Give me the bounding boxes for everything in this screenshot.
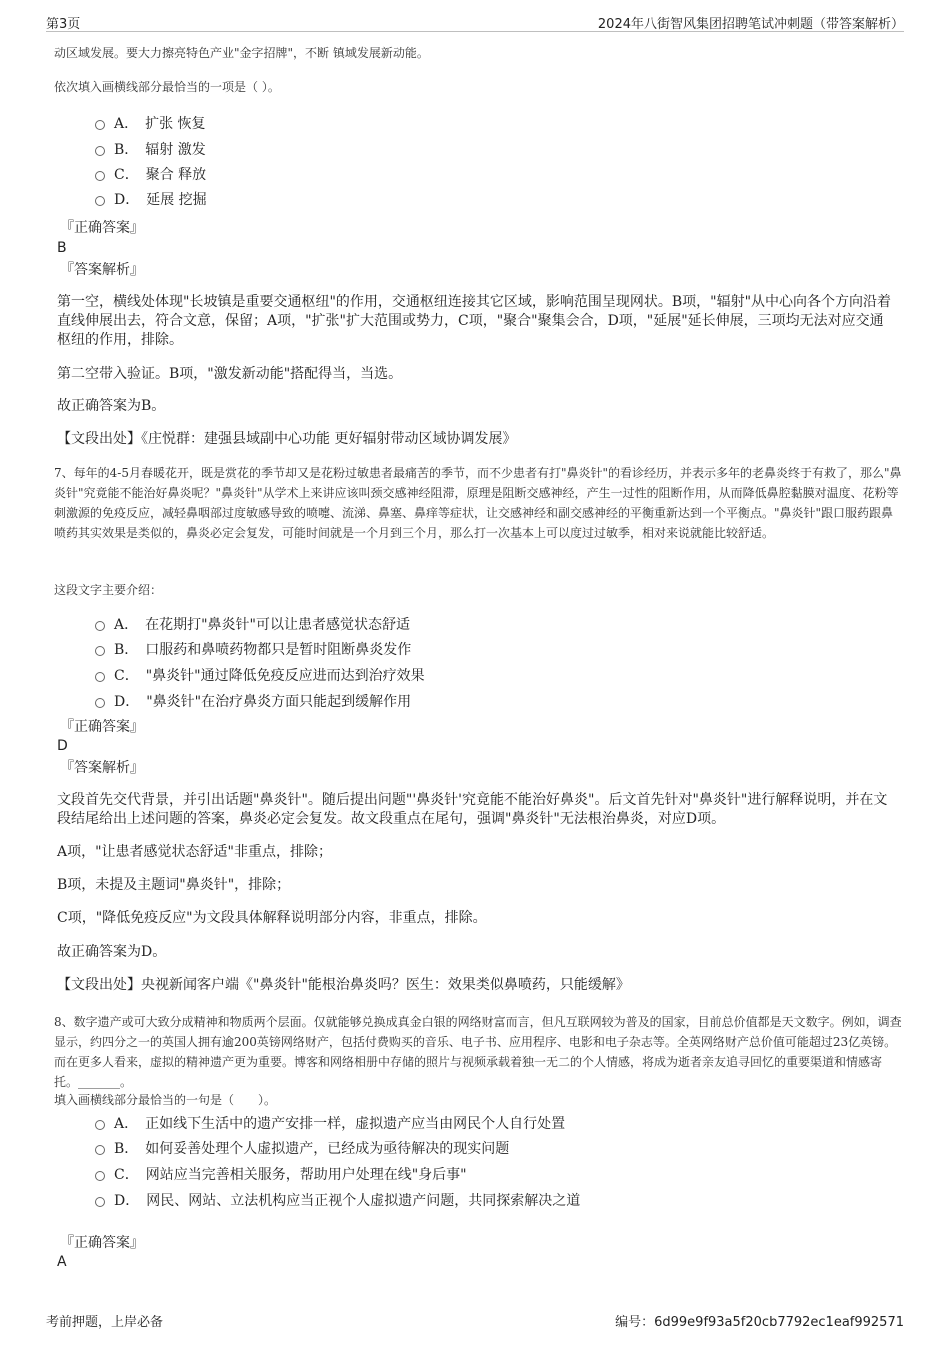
q6-answer: B (57, 240, 67, 256)
q6-conclusion: 故正确答案为B。 (57, 398, 166, 414)
radio-icon[interactable] (95, 196, 105, 206)
radio-icon[interactable] (95, 120, 105, 130)
radio-icon[interactable] (95, 171, 105, 181)
question-8-prompt: 填入画横线部分最恰当的一句是（ ）。 (54, 1093, 277, 1107)
q7-answer: D (57, 738, 68, 754)
q8-option-d[interactable]: D． 网民、网站、立法机构应当正视个人虚拟遗产问题，共同探索解决之道 (95, 1190, 580, 1212)
radio-icon[interactable] (95, 1171, 105, 1181)
radio-icon[interactable] (95, 1197, 105, 1207)
q7-source: 【文段出处】央视新闻客户端《"鼻炎针"能根治鼻炎吗？医生：效果类似鼻喷药，只能缓解》 (57, 977, 630, 993)
q6-option-c[interactable]: C． 聚合 释放 (95, 164, 206, 186)
q6-analysis-label: 『答案解析』 (60, 262, 144, 278)
radio-icon[interactable] (95, 672, 105, 682)
question-7-prompt: 这段文字主要介绍： (54, 583, 163, 597)
radio-icon[interactable] (95, 621, 105, 631)
q6-answer-label: 『正确答案』 (60, 220, 144, 236)
radio-icon[interactable] (95, 646, 105, 656)
q8-option-b[interactable]: B． 如何妥善处理个人虚拟遗产，已经成为亟待解决的现实问题 (95, 1138, 509, 1160)
q8-option-c[interactable]: C． 网站应当完善相关服务，帮助用户处理在线"身后事" (95, 1164, 467, 1186)
q7-option-a[interactable]: A． 在花期打"鼻炎针"可以让患者感觉状态舒适 (95, 614, 410, 636)
q6-option-b[interactable]: B． 辐射 激发 (95, 139, 206, 161)
q6-analysis-paragraph: 第二空带入验证。B项，"激发新动能"搭配得当，当选。 (57, 366, 403, 382)
page-footer (46, 1311, 904, 1329)
document-code: 编号：6d99e9f93a5f20cb7792ec1eaf992571 (615, 1315, 904, 1330)
q7-option-b[interactable]: B． 口服药和鼻喷药物都只是暂时阻断鼻炎发作 (95, 639, 411, 661)
q6-source: 【文段出处】《庄悦群：建强县域副中心功能 更好辐射带动区域协调发展》 (57, 431, 517, 447)
radio-icon[interactable] (95, 146, 105, 156)
q7-analysis-paragraph: A项，"让患者感觉状态舒适"非重点，排除； (57, 844, 332, 860)
document-title: 2024年八街智风集团招聘笔试冲刺题（带答案解析） (597, 17, 904, 32)
q6-analysis-paragraph: 第一空，横线处体现"长坡镇是重要交通枢纽"的作用，交通枢纽连接其它区域，影响范围呈现网状。B项，"辐射"从中心向各个方向沿着直线伸展出去，符合文意，保留；A项，"扩张"扩大范围或势力，C项，"聚合"聚集会合，D项，"延展"延长伸展，三项均无法对应交通枢纽的作用，排除。 (57, 294, 892, 348)
radio-icon[interactable] (95, 1145, 105, 1155)
q6-option-d[interactable]: D． 延展 挖掘 (95, 189, 207, 211)
radio-icon[interactable] (95, 1120, 105, 1130)
question-6-tail: 动区域发展。要大力擦亮特色产业"金字招牌"，不断 镇域发展新动能。 (54, 46, 429, 60)
q8-answer: A (57, 1254, 67, 1270)
page-number: 第3页 (46, 17, 81, 32)
page-header (46, 13, 904, 32)
q7-analysis-paragraph: 文段首先交代背景，并引出话题"鼻炎针"。随后提出问题"'鼻炎针'究竟能不能治好鼻炎"。后文首先针对"鼻炎针"进行解释说明，并在文段结尾给出上述问题的答案，鼻炎必定会复发。故文段重点在尾句，强调"鼻炎针"无法根治鼻炎，对应D项。 (57, 792, 888, 827)
q7-option-d[interactable]: D． "鼻炎针"在治疗鼻炎方面只能起到缓解作用 (95, 691, 411, 713)
q6-option-a[interactable]: A． 扩张 恢复 (95, 113, 206, 135)
question-7-stem: 7、每年的4-5月春暖花开，既是赏花的季节却又是花粉过敏患者最痛苦的季节，而不少患者有打"鼻炎针"的看诊经历，并表示多年的老鼻炎终于有救了，那么"鼻炎针"究竟能不能治好鼻炎呢？"鼻炎针"从学术上来讲应该叫颈交感神经阻滞，原理是阻断交感神经，产生一过性的阻断作用，从而降低鼻腔黏膜对温度、花粉等刺激源的免疫反应，减轻鼻咽部过度敏感导致的喷嚏、流涕、鼻塞、鼻痒等症状，让交感神经和副交感神经的平衡重新达到一个平衡点。"鼻炎针"跟口服药跟鼻喷药其实效果是类似的，鼻炎必定会复发，可能时间就是一个月到三个月，那么打一次基本上可以度过过敏季，相对来说就能比较舒适。 (54, 466, 902, 540)
question-8-stem: 8、数字遗产或可大致分成精神和物质两个层面。仅就能够兑换成真金白银的网络财富而言，但凡互联网较为普及的国家，目前总价值都是天文数字。例如，调查显示，约四分之一的英国人拥有逾200英镑网络财产，包括付费购买的音乐、电子书、应用程序、电影和电子杂志等。全英网络财产总价值可能超过23亿英镑。而在更多人看来，虚拟的精神遗产更为重要。博客和网络相册中存储的照片与视频承载着独一无二的个人情感，将成为逝者亲友追寻回忆的重要渠道和情感寄托。_______。 (54, 1015, 902, 1089)
q7-analysis-label: 『答案解析』 (60, 760, 144, 776)
radio-icon[interactable] (95, 698, 105, 708)
q8-answer-label: 『正确答案』 (60, 1235, 144, 1251)
q8-option-a[interactable]: A． 正如线下生活中的遗产安排一样，虚拟遗产应当由网民个人自行处置 (95, 1113, 565, 1135)
q7-answer-label: 『正确答案』 (60, 719, 144, 735)
q7-analysis-paragraph: C项，"降低免疫反应"为文段具体解释说明部分内容，非重点，排除。 (57, 910, 487, 926)
q7-option-c[interactable]: C． "鼻炎针"通过降低免疫反应进而达到治疗效果 (95, 665, 425, 687)
footer-slogan: 考前押题，上岸必备 (46, 1315, 164, 1330)
question-6-prompt: 依次填入画横线部分最恰当的一项是（ ）。 (54, 80, 280, 94)
q7-conclusion: 故正确答案为D。 (57, 944, 167, 960)
q7-analysis-paragraph: B项，未提及主题词"鼻炎针"，排除； (57, 877, 291, 893)
